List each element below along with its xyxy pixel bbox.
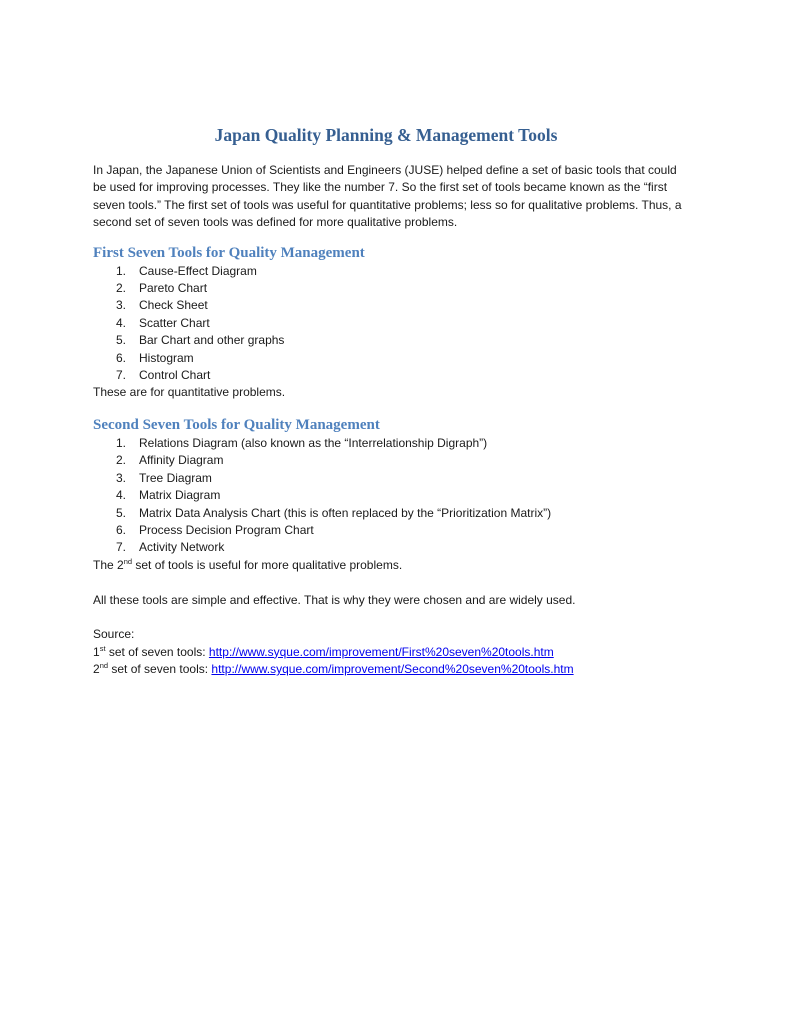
list-item-text: Histogram	[139, 350, 194, 365]
list-number: 4.	[116, 315, 127, 330]
source-text: set of seven tools:	[105, 644, 209, 659]
list-number: 3.	[116, 470, 127, 485]
first-tools-note: These are for quantitative problems.	[93, 385, 286, 400]
list-item-text: Relations Diagram (also known as the “Interrelationship Digraph”)	[139, 435, 488, 450]
list-item-text: Check Sheet	[139, 298, 208, 313]
list-item-text: Cause-Effect Diagram	[139, 263, 257, 278]
list-item	[93, 435, 693, 452]
second-tools-note	[93, 557, 693, 574]
list-item	[93, 297, 693, 314]
list-number: 7.	[116, 540, 127, 555]
list-number: 6.	[116, 350, 127, 365]
document-content	[93, 124, 693, 679]
second-tools-list	[93, 435, 693, 557]
summary-paragraph: All these tools are simple and effective. That is why they were chosen and are widely used.	[93, 592, 576, 607]
list-item	[93, 470, 693, 487]
note-suffix: set of tools is useful for more qualitative problems.	[132, 557, 403, 572]
list-item-text: Affinity Diagram	[139, 453, 224, 468]
list-number: 5.	[116, 333, 127, 348]
list-item	[93, 332, 693, 349]
second-tools-heading: Second Seven Tools for Quality Management	[93, 416, 380, 433]
list-number: 1.	[116, 435, 127, 450]
list-number: 5.	[116, 505, 127, 520]
list-item	[93, 315, 693, 332]
first-tools-link[interactable]: http://www.syque.com/improvement/First%20seven%20tools.htm	[208, 644, 554, 659]
list-item	[93, 263, 693, 280]
spacer	[93, 574, 693, 591]
source-second	[93, 661, 693, 678]
source-ordinal: 2	[93, 662, 100, 677]
ordinal-suffix: st	[99, 643, 106, 653]
list-item-text: Tree Diagram	[139, 470, 212, 485]
first-tools-heading: First Seven Tools for Quality Management	[93, 244, 365, 261]
first-tools-list	[93, 263, 693, 385]
source-text: set of seven tools:	[108, 662, 212, 677]
spacer	[93, 609, 693, 626]
list-number: 3.	[116, 298, 127, 313]
list-item	[93, 280, 693, 297]
list-item-text: Matrix Diagram	[139, 488, 221, 503]
list-item	[93, 505, 693, 522]
list-item-text: Control Chart	[139, 368, 211, 383]
second-tools-link[interactable]: http://www.syque.com/improvement/Second%20seven%20tools.htm	[211, 662, 574, 677]
list-item-text: Matrix Data Analysis Chart (this is often replaced by the “Prioritization Matrix”)	[139, 505, 552, 520]
list-item	[93, 350, 693, 367]
source-ordinal: 1	[93, 644, 100, 659]
list-item-text: Scatter Chart	[139, 315, 210, 330]
note-prefix: The 2	[93, 557, 124, 572]
list-number: 2.	[116, 281, 127, 296]
list-item-text: Bar Chart and other graphs	[139, 333, 285, 348]
list-item	[93, 522, 693, 539]
list-number: 4.	[116, 488, 127, 503]
list-number: 2.	[116, 453, 127, 468]
ordinal-suffix: nd	[99, 661, 109, 671]
page-title: Japan Quality Planning & Management Tools	[214, 125, 558, 145]
intro-paragraph: In Japan, the Japanese Union of Scientists and Engineers (JUSE) helped define a set of basic tools that could be used for improving processes. They like the number 7. So the first set of tools became known as the “first seven tools.” The first set of tools was useful for quantitative problems; less so for qualitative problems. Thus, a second set of seven tools was defined for more qualitative problems.	[93, 163, 682, 230]
list-item	[93, 487, 693, 504]
ordinal-suffix: nd	[123, 556, 133, 566]
list-item-text: Process Decision Program Chart	[139, 522, 314, 537]
source-label: Source:	[93, 627, 135, 642]
list-item-text: Pareto Chart	[139, 281, 208, 296]
list-item	[93, 452, 693, 469]
list-number: 7.	[116, 368, 127, 383]
list-item-text: Activity Network	[139, 540, 225, 555]
list-item	[93, 539, 693, 556]
source-first	[93, 644, 693, 661]
list-number: 6.	[116, 522, 127, 537]
list-number: 1.	[116, 263, 127, 278]
list-item	[93, 367, 693, 384]
